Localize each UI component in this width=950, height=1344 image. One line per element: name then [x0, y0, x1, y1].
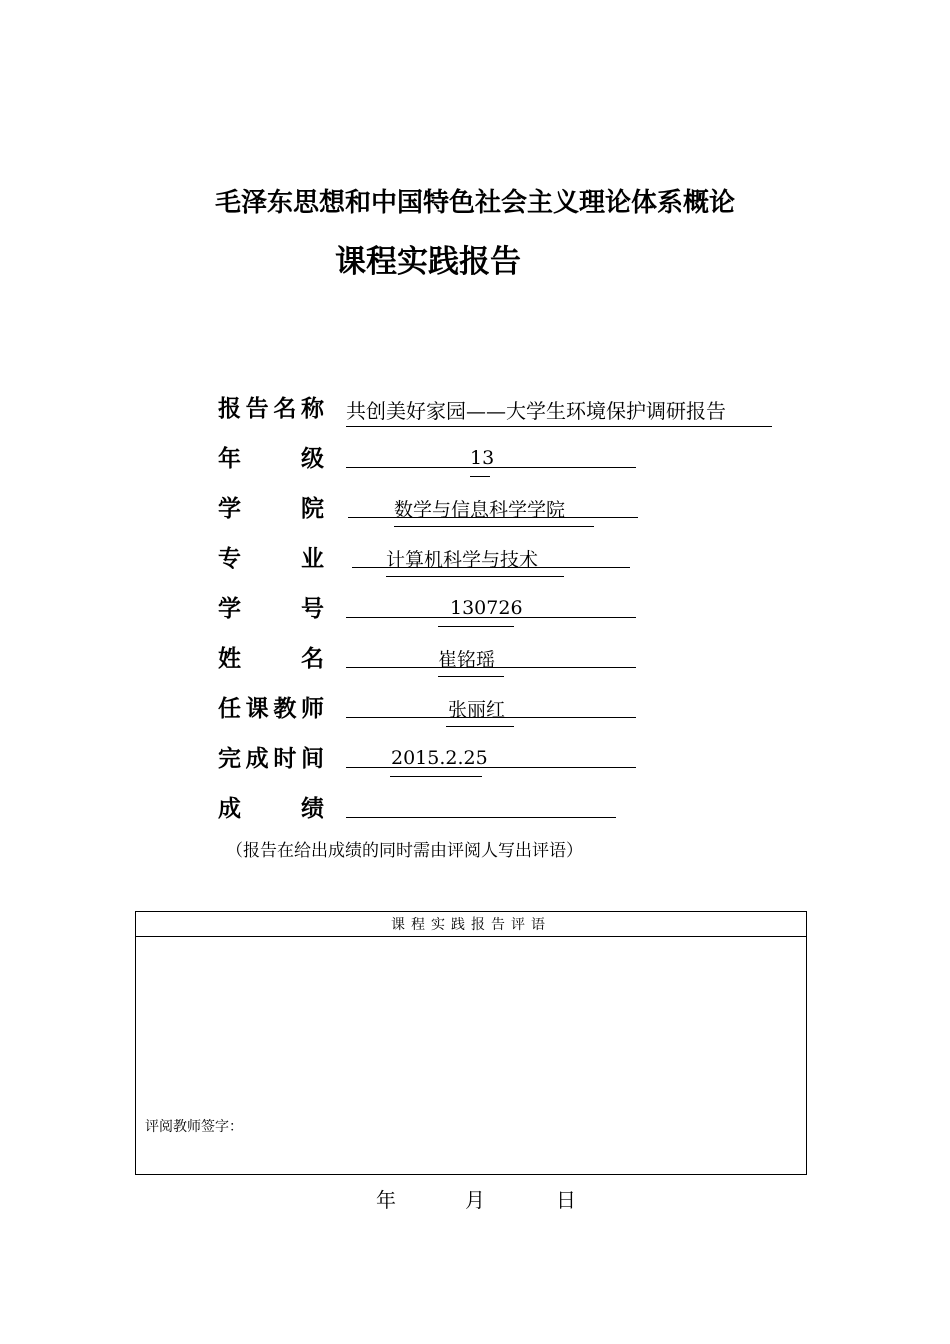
field-label — [218, 690, 324, 723]
field-report-name — [218, 390, 798, 430]
label-char: 学 — [218, 496, 241, 522]
grading-note: （报告在给出成绩的同时需由评阅人写出评语） — [226, 841, 583, 861]
label-char: 师 — [300, 696, 324, 722]
label-char: 级 — [301, 446, 324, 472]
date-month-label: 月 — [465, 1188, 485, 1212]
field-label — [218, 790, 324, 823]
label-char: 业 — [301, 546, 324, 572]
label-char: 名 — [273, 396, 297, 422]
label-char: 任 — [218, 696, 241, 722]
field-college — [218, 490, 798, 530]
label-char: 称 — [300, 396, 324, 422]
field-teacher — [218, 690, 798, 730]
field-label — [218, 490, 324, 523]
field-label — [218, 640, 324, 673]
label-char: 学 — [218, 596, 241, 622]
value-underline — [438, 626, 514, 627]
field-value-major: 计算机科学与技术 — [386, 549, 539, 571]
value-underline — [438, 676, 504, 677]
field-major — [218, 540, 798, 580]
field-value-teacher: 张丽红 — [448, 699, 506, 721]
comment-box-header: 课程实践报告评语 — [136, 912, 806, 937]
label-char: 教 — [273, 696, 297, 722]
field-name — [218, 640, 798, 680]
label-char: 号 — [301, 596, 324, 622]
field-value-completion-time: 2015.2.25 — [391, 747, 488, 769]
field-score — [218, 790, 798, 830]
field-label — [218, 390, 324, 423]
blank-line — [346, 817, 616, 818]
field-label — [218, 540, 324, 573]
label-char: 时 — [273, 746, 297, 772]
field-grade — [218, 440, 798, 480]
value-underline — [470, 476, 490, 477]
value-underline — [394, 526, 594, 527]
field-value-report-name: 共创美好家园——大学生环境保护调研报告 — [346, 399, 726, 423]
date-year-label: 年 — [376, 1188, 396, 1212]
label-char: 专 — [218, 546, 241, 572]
field-value-college: 数学与信息科学学院 — [394, 499, 566, 521]
field-completion-time — [218, 740, 798, 780]
label-char: 绩 — [301, 796, 324, 822]
value-underline — [386, 576, 564, 577]
value-underline — [390, 776, 482, 777]
label-char: 成 — [245, 746, 269, 772]
comment-box — [135, 911, 807, 1175]
value-underline — [446, 726, 514, 727]
blank-line — [346, 767, 636, 768]
label-char: 成 — [218, 796, 241, 822]
label-char: 报 — [218, 396, 241, 422]
page-title-line1: 毛泽东思想和中国特色社会主义理论体系概论 — [214, 188, 735, 218]
label-char: 名 — [301, 646, 324, 672]
label-char: 姓 — [218, 646, 241, 672]
field-value-name: 崔铭瑶 — [438, 649, 496, 671]
signer-label: 评阅教师签字： — [145, 1119, 243, 1135]
date-day-label: 日 — [556, 1188, 576, 1212]
field-value-student-id: 130726 — [450, 597, 523, 619]
label-char: 间 — [300, 746, 324, 772]
field-label — [218, 740, 324, 773]
label-char: 年 — [218, 446, 241, 472]
value-underline — [346, 426, 772, 427]
label-char: 院 — [301, 496, 324, 522]
label-char: 完 — [218, 746, 241, 772]
label-char: 告 — [245, 396, 269, 422]
field-label — [218, 440, 324, 473]
field-label — [218, 590, 324, 623]
page-title-line2: 课程实践报告 — [335, 244, 521, 280]
label-char: 课 — [245, 696, 269, 722]
field-student-id — [218, 590, 798, 630]
field-value-grade: 13 — [470, 447, 495, 469]
